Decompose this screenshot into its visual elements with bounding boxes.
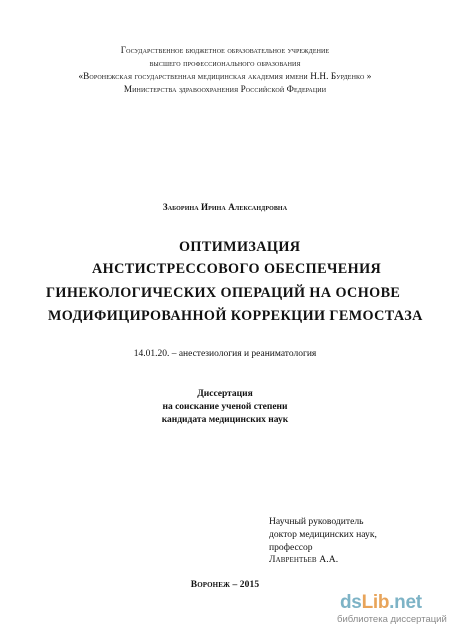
watermark-logo-prefix: ds	[340, 592, 362, 613]
degree-line-1: Диссертация	[197, 389, 253, 399]
advisor-line-2: доктор медицинских наук,	[269, 528, 377, 540]
advisor-block	[269, 516, 377, 567]
specialty-code: 14.01.20. – анестезиология и реаниматология	[133, 349, 317, 359]
institution-line-1: Государственное бюджетное образовательное учреждение	[120, 45, 330, 55]
degree-line-3: кандидата медицинских наук	[161, 415, 289, 425]
city-year: Воронеж – 2015	[190, 580, 260, 590]
author-name: Заборина Ирина Александровна	[162, 202, 288, 212]
title-line-3: ГИНЕКОЛОГИЧЕСКИХ ОПЕРАЦИЙ НА ОСНОВЕ	[46, 285, 401, 301]
title-line-2: АНСТИСТРЕССОВОГО ОБЕСПЕЧЕНИЯ	[92, 261, 382, 277]
institution-block	[0, 44, 450, 96]
institution-line-3: «Воронежская государственная медицинская академия имени Н.Н. Бурденко »	[78, 71, 372, 81]
watermark-logo-mid: Lib	[361, 592, 390, 613]
degree-line-2: на соискание ученой степени	[162, 402, 288, 412]
institution-line-2: высшего профессионального образования	[149, 58, 301, 68]
institution-line-4: Министерства здравоохранения Российской Федерации	[123, 84, 327, 94]
advisor-line-3: профессор	[269, 541, 313, 553]
degree-block	[0, 388, 450, 427]
watermark-logo-text	[340, 592, 422, 614]
watermark-logo-suffix: .net	[389, 592, 422, 613]
title-line-1: ОПТИМИЗАЦИЯ	[179, 239, 301, 255]
watermark-subtitle: библиотека диссертаций	[337, 614, 447, 625]
watermark-logo	[337, 592, 447, 628]
advisor-line-4: Лаврентьев А.А.	[269, 554, 339, 566]
advisor-line-1: Научный руководитель	[269, 516, 364, 527]
title-line-4: МОДИФИЦИРОВАННОЙ КОРРЕКЦИИ ГЕМОСТАЗА	[48, 308, 423, 324]
